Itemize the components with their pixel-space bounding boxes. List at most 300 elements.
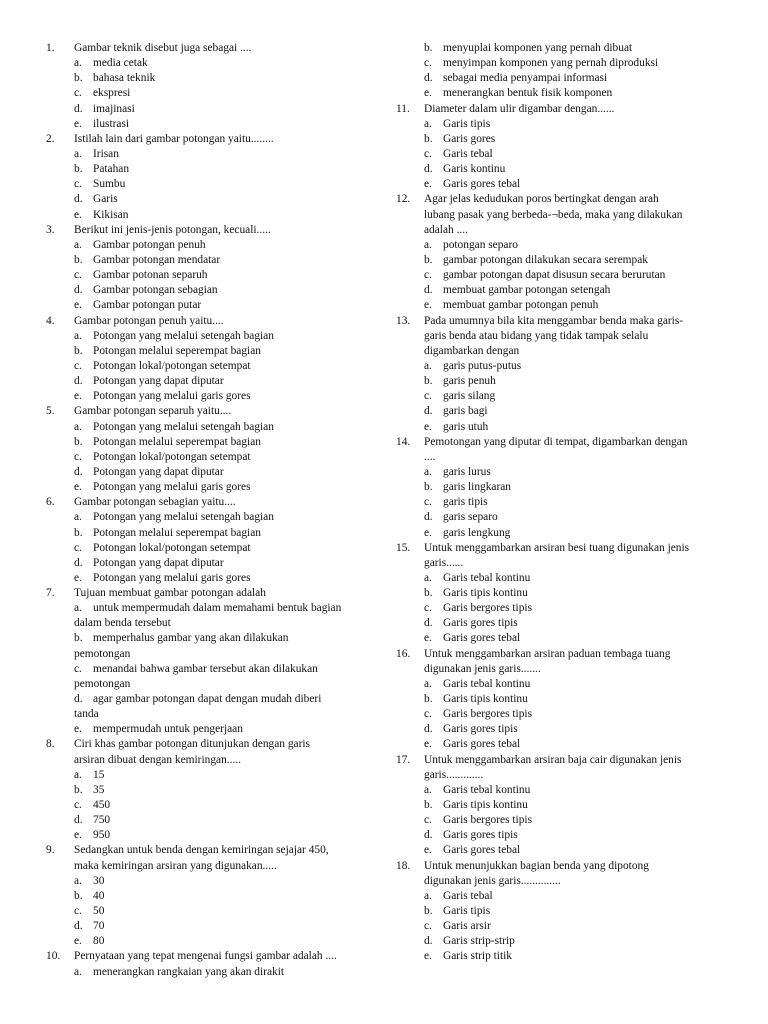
option-text: Garis gores tipis [443, 829, 518, 842]
question-text: Gambar potongan penuh yaitu.... [74, 314, 224, 327]
option-letter: b. [74, 783, 83, 796]
option-line [46, 571, 381, 586]
option-text: garis lurus [443, 465, 491, 478]
option-line [396, 132, 724, 147]
option-letter: c. [424, 920, 432, 933]
option-letter: e. [424, 526, 432, 539]
option-text: Potongan yang melalui garis gores [93, 481, 251, 494]
question-text: Berikut ini jenis-jenis potongan, kecuali..... [74, 223, 271, 236]
option-text: membuat gambar potongan penuh [443, 299, 599, 312]
question-line [46, 404, 381, 419]
option-line [46, 601, 381, 616]
option-letter: e. [74, 208, 82, 221]
option-letter: a. [74, 420, 82, 433]
question-number: 9. [46, 844, 55, 857]
question-line [46, 314, 381, 329]
continuation-line [396, 662, 724, 677]
option-letter: a. [74, 965, 82, 978]
option-letter: d. [74, 375, 83, 388]
option-line [396, 828, 724, 843]
option-letter: a. [424, 117, 432, 130]
option-line [46, 798, 381, 813]
option-line [396, 904, 724, 919]
option-text: Potongan yang melalui setengah bagian [93, 420, 274, 433]
right-column [396, 41, 724, 965]
option-letter: a. [424, 465, 432, 478]
option-letter: a. [424, 677, 432, 690]
question-text: Pernyataan yang tepat mengenai fungsi gambar adalah .... [74, 950, 337, 963]
option-letter: a. [424, 238, 432, 251]
option-letter: d. [424, 723, 433, 736]
option-text: garis silang [443, 390, 496, 403]
option-line [46, 298, 381, 313]
continuation-text: garis............. [424, 768, 484, 781]
option-text: media cetak [93, 57, 148, 70]
option-line [396, 919, 724, 934]
continuation-text: dalam benda tersebut [74, 617, 171, 630]
option-letter: d. [424, 72, 433, 85]
option-line [46, 510, 381, 525]
option-text: Potongan melalui seperempat bagian [93, 526, 261, 539]
question-text: Untuk menggambarkan arsiran besi tuang digunakan jenis [424, 541, 690, 554]
continuation-text: adalah .... [424, 223, 468, 236]
option-letter: e. [74, 723, 82, 736]
option-letter: d. [424, 617, 433, 630]
option-letter: b. [424, 905, 433, 918]
option-line [46, 526, 381, 541]
option-text: Garis arsir [443, 920, 491, 933]
option-line [396, 677, 724, 692]
option-letter: c. [74, 87, 82, 100]
option-text: Potongan lokal/potongan setempat [93, 450, 251, 463]
option-text: garis lengkung [443, 526, 511, 539]
left-column [46, 41, 381, 980]
option-text: Garis gores tebal [443, 844, 521, 857]
question-text: Gambar teknik disebut juga sebagai .... [74, 42, 252, 54]
continuation-line [396, 344, 724, 359]
option-letter: b. [74, 889, 83, 902]
option-line [46, 556, 381, 571]
option-letter: d. [74, 284, 83, 297]
continuation-text: digunakan jenis garis.............. [424, 874, 561, 887]
option-letter: c. [424, 269, 432, 282]
question-line [46, 737, 381, 752]
continuation-text: pemotongan [74, 677, 131, 690]
option-text: membuat gambar potongan setengah [443, 284, 611, 297]
option-letter: a. [74, 511, 82, 524]
option-letter: b. [424, 481, 433, 494]
option-letter: d. [74, 193, 83, 206]
option-line [46, 344, 381, 359]
option-letter: d. [74, 465, 83, 478]
option-line [396, 616, 724, 631]
option-letter: a. [74, 147, 82, 160]
option-letter: c. [424, 390, 432, 403]
option-line [46, 253, 381, 268]
option-text: Garis kontinu [443, 163, 506, 176]
option-text: Garis tebal kontinu [443, 783, 531, 796]
option-text: bahasa teknik [93, 72, 156, 85]
continuation-line [396, 556, 724, 571]
question-number: 14. [396, 435, 411, 448]
option-line [46, 768, 381, 783]
option-letter: e. [74, 829, 82, 842]
option-text: Garis tebal kontinu [443, 677, 531, 690]
option-letter: e. [424, 299, 432, 312]
option-letter: b. [424, 375, 433, 388]
question-line [396, 102, 724, 117]
option-line [46, 102, 381, 117]
option-text: agar gambar potongan dapat dengan mudah diberi [93, 693, 322, 706]
question-line [46, 223, 381, 238]
option-text: potongan separo [443, 238, 518, 251]
option-letter: b. [74, 632, 83, 645]
option-text: garis bagi [443, 405, 488, 418]
option-letter: e. [74, 117, 82, 130]
option-line [46, 541, 381, 556]
option-text: Garis tipis [443, 117, 491, 130]
option-text: 30 [93, 874, 105, 887]
option-text: Gambar potongan mendatar [93, 253, 221, 266]
option-text: garis lingkaran [443, 481, 512, 494]
question-number: 16. [396, 647, 411, 660]
option-line [46, 71, 381, 86]
option-line [46, 662, 381, 677]
option-line [396, 389, 724, 404]
option-line [46, 192, 381, 207]
option-line [396, 404, 724, 419]
option-text: Garis bergores tipis [443, 708, 533, 721]
option-line [396, 238, 724, 253]
option-line [396, 707, 724, 722]
option-text: garis utuh [443, 420, 489, 433]
option-line [46, 889, 381, 904]
option-letter: b. [74, 72, 83, 85]
continuation-text: digambarkan dengan [424, 344, 520, 357]
option-text: 450 [93, 799, 111, 812]
option-line [396, 722, 724, 737]
option-letter: b. [74, 526, 83, 539]
option-line [396, 692, 724, 707]
option-letter: c. [424, 602, 432, 615]
option-letter: c. [424, 708, 432, 721]
option-line [396, 495, 724, 510]
option-letter: e. [424, 178, 432, 191]
option-line [396, 586, 724, 601]
question-text: Pemotongan yang diputar di tempat, digambarkan dengan [424, 435, 688, 448]
option-letter: d. [424, 405, 433, 418]
question-number: 18. [396, 859, 411, 872]
option-line [396, 359, 724, 374]
option-line [396, 510, 724, 525]
continuation-text: garis...... [424, 556, 464, 569]
option-letter: c. [74, 269, 82, 282]
continuation-line [396, 223, 724, 238]
option-text: 15 [93, 768, 105, 781]
option-text: menerangkan rangkaian yang akan dirakit [93, 965, 285, 978]
option-text: Potongan lokal/potongan setempat [93, 541, 251, 554]
option-line [46, 329, 381, 344]
question-number: 3. [46, 223, 55, 236]
option-line [396, 56, 724, 71]
option-text: Garis gores [443, 132, 496, 145]
option-text: Garis tipis kontinu [443, 693, 528, 706]
option-letter: c. [74, 450, 82, 463]
option-line [396, 420, 724, 435]
option-line [46, 480, 381, 495]
option-text: sebagai media penyampai informasi [443, 72, 608, 85]
option-letter: e. [74, 299, 82, 312]
option-text: Garis tipis [443, 905, 491, 918]
option-line [396, 374, 724, 389]
question-number: 2. [46, 132, 55, 145]
option-line [396, 162, 724, 177]
option-line [396, 147, 724, 162]
option-letter: c. [74, 541, 82, 554]
option-line [396, 889, 724, 904]
option-text: garis tipis [443, 496, 488, 509]
option-letter: a. [424, 571, 432, 584]
option-letter: c. [424, 814, 432, 827]
option-letter: a. [74, 874, 82, 887]
option-line [46, 631, 381, 646]
option-text: Potongan yang melalui garis gores [93, 390, 251, 403]
continuation-line [46, 677, 381, 692]
option-text: Garis gores tebal [443, 178, 521, 191]
option-letter: b. [424, 42, 433, 54]
option-letter: e. [74, 481, 82, 494]
option-letter: a. [424, 889, 432, 902]
question-text: Gambar potongan sebagian yaitu.... [74, 496, 236, 509]
option-letter: b. [74, 163, 83, 176]
option-text: Gambar potongan sebagian [93, 284, 218, 297]
option-letter: e. [424, 87, 432, 100]
continuation-line [396, 874, 724, 889]
option-letter: d. [74, 556, 83, 569]
question-text: Diameter dalam ulir digambar dengan...... [424, 102, 615, 115]
question-number: 17. [396, 753, 411, 766]
option-line [46, 86, 381, 101]
option-letter: d. [424, 935, 433, 948]
option-letter: d. [424, 163, 433, 176]
option-text: menandai bahwa gambar tersebut akan dilakukan [93, 662, 318, 675]
option-letter: e. [74, 390, 82, 403]
option-letter: c. [74, 359, 82, 372]
option-line [46, 783, 381, 798]
option-line [46, 965, 381, 980]
question-line [46, 949, 381, 964]
option-letter: b. [424, 253, 433, 266]
option-text: 750 [93, 814, 111, 827]
option-line [46, 283, 381, 298]
option-letter: d. [74, 102, 83, 115]
option-text: menerangkan bentuk fisik komponen [443, 87, 613, 100]
option-line [396, 283, 724, 298]
option-line [46, 56, 381, 71]
option-line [46, 208, 381, 223]
option-line [46, 450, 381, 465]
option-text: Kikisan [93, 208, 129, 221]
option-letter: d. [424, 284, 433, 297]
option-text: Garis tipis kontinu [443, 587, 528, 600]
option-line [396, 571, 724, 586]
option-letter: e. [74, 571, 82, 584]
question-number: 1. [46, 42, 55, 54]
option-letter: d. [74, 814, 83, 827]
question-text: Untuk menunjukkan bagian benda yang dipotong [424, 859, 649, 872]
option-text: Potongan yang dapat diputar [93, 375, 224, 388]
option-letter: d. [424, 511, 433, 524]
option-text: Potongan yang dapat diputar [93, 465, 224, 478]
option-letter: c. [74, 662, 82, 675]
option-line [46, 722, 381, 737]
option-line [396, 601, 724, 616]
continuation-text: garis benda atau bidang yang tidak tampak selalu [424, 329, 649, 342]
option-text: 70 [93, 920, 105, 933]
option-line [46, 874, 381, 889]
option-text: Potongan yang melalui setengah bagian [93, 329, 274, 342]
option-line [396, 86, 724, 101]
question-text: Istilah lain dari gambar potongan yaitu........ [74, 132, 274, 145]
option-text: 35 [93, 783, 105, 796]
option-line [396, 71, 724, 86]
option-letter: d. [74, 920, 83, 933]
option-line [396, 480, 724, 495]
question-text: Gambar potongan separuh yaitu.... [74, 405, 232, 418]
option-letter: a. [74, 768, 82, 781]
question-line [46, 495, 381, 510]
option-line [46, 813, 381, 828]
option-text: Sumbu [93, 178, 126, 191]
question-number: 13. [396, 314, 411, 327]
option-line [46, 162, 381, 177]
continuation-line [396, 768, 724, 783]
option-line [46, 420, 381, 435]
option-text: Garis strip titik [443, 950, 512, 963]
option-letter: b. [424, 693, 433, 706]
option-text: Garis gores tebal [443, 738, 521, 751]
option-letter: b. [424, 587, 433, 600]
question-number: 8. [46, 738, 55, 751]
question-number: 7. [46, 587, 55, 600]
option-line [396, 268, 724, 283]
continuation-text: .... [424, 450, 436, 463]
question-line [46, 586, 381, 601]
option-line [46, 268, 381, 283]
continuation-text: tanda [74, 708, 99, 721]
continuation-line [396, 450, 724, 465]
option-line [46, 692, 381, 707]
continuation-line [46, 616, 381, 631]
option-line [396, 117, 724, 132]
option-text: Garis gores tipis [443, 617, 518, 630]
question-text: Agar jelas kedudukan poros bertingkat dengan arah [424, 193, 659, 206]
option-text: Potongan yang dapat diputar [93, 556, 224, 569]
option-text: 40 [93, 889, 105, 902]
option-text: Potongan melalui seperempat bagian [93, 344, 261, 357]
option-letter: a. [74, 57, 82, 70]
question-line [396, 753, 724, 768]
question-text: Tujuan membuat gambar potongan adalah [74, 587, 266, 600]
question-text: Untuk menggambarkan arsiran baja cair digunakan jenis [424, 753, 682, 766]
option-letter: c. [74, 799, 82, 812]
option-line [46, 177, 381, 192]
option-text: mempermudah untuk pengerjaan [93, 723, 243, 736]
option-text: Potongan yang melalui garis gores [93, 571, 251, 584]
option-line [46, 904, 381, 919]
option-line [396, 949, 724, 964]
option-letter: e. [424, 844, 432, 857]
option-text: Garis bergores tipis [443, 602, 533, 615]
option-text: Garis gores tipis [443, 723, 518, 736]
option-text: Potongan yang melalui setengah bagian [93, 511, 274, 524]
question-number: 12. [396, 193, 411, 206]
option-line [396, 737, 724, 752]
option-text: garis putus-putus [443, 359, 522, 372]
option-letter: e. [424, 632, 432, 645]
question-number: 10. [46, 950, 61, 963]
option-text: garis separo [443, 511, 498, 524]
option-line [46, 919, 381, 934]
option-text: gambar potongan dilakukan secara serempak [443, 253, 648, 266]
option-text: menyuplai komponen yang pernah dibuat [443, 42, 633, 54]
option-text: Garis tebal [443, 889, 493, 902]
option-line [46, 465, 381, 480]
option-text: 950 [93, 829, 111, 842]
option-line [396, 177, 724, 192]
option-line [396, 465, 724, 480]
option-line [46, 435, 381, 450]
option-letter: b. [424, 799, 433, 812]
option-line [46, 117, 381, 132]
question-line [396, 859, 724, 874]
option-text: Patahan [93, 163, 130, 176]
option-text: Garis bergores tipis [443, 814, 533, 827]
question-number: 5. [46, 405, 55, 418]
option-text: 50 [93, 905, 105, 918]
option-line [396, 813, 724, 828]
question-text: Untuk menggambarkan arsiran paduan tembaga tuang [424, 647, 671, 660]
option-letter: b. [74, 253, 83, 266]
option-text: Potongan melalui seperempat bagian [93, 435, 261, 448]
option-letter: a. [424, 359, 432, 372]
question-line [396, 435, 724, 450]
option-letter: b. [74, 435, 83, 448]
option-text: Irisan [93, 147, 119, 160]
option-text: Garis tebal kontinu [443, 571, 531, 584]
option-line [396, 934, 724, 949]
continuation-text: pemotongan [74, 647, 131, 660]
option-line [46, 389, 381, 404]
option-line [396, 783, 724, 798]
option-line [396, 798, 724, 813]
option-text: Gambar potonan separuh [93, 269, 208, 282]
option-line [396, 41, 724, 56]
option-line [396, 526, 724, 541]
option-letter: d. [74, 693, 83, 706]
continuation-line [46, 647, 381, 662]
option-text: menyimpan komponen yang pernah diproduksi [443, 57, 659, 70]
question-line [396, 192, 724, 207]
option-text: Garis tipis kontinu [443, 799, 528, 812]
option-letter: e. [424, 420, 432, 433]
question-text: Pada umumnya bila kita menggambar benda maka garis- [424, 314, 684, 327]
option-letter: a. [74, 238, 82, 251]
question-line [46, 41, 381, 56]
question-number: 6. [46, 496, 55, 509]
option-text: 80 [93, 935, 105, 948]
option-letter: e. [424, 738, 432, 751]
